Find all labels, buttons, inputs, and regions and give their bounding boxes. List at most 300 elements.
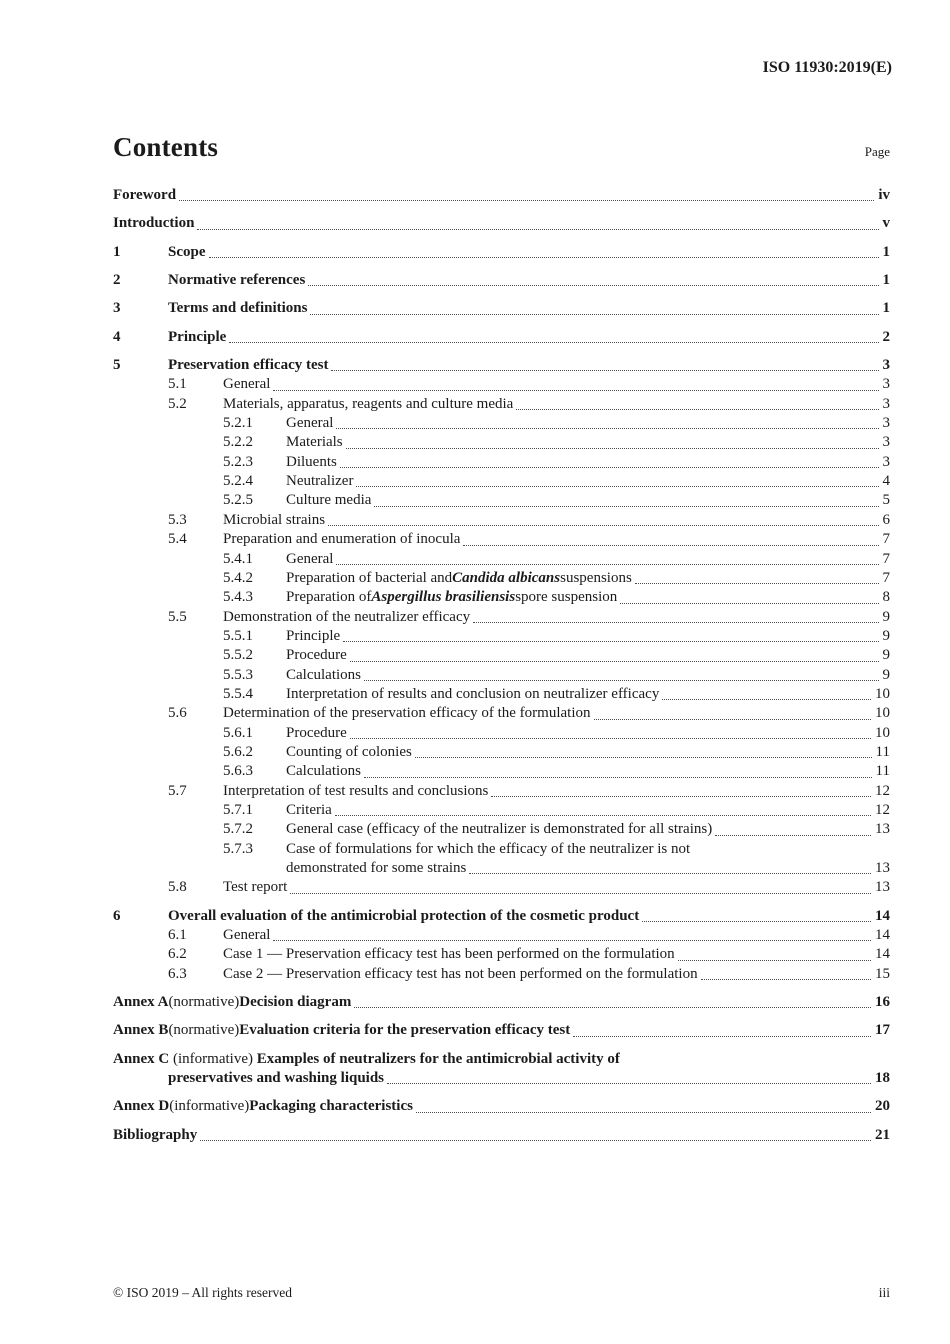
toc-entry-page: 9 [882, 608, 890, 625]
dotted-leader [308, 285, 878, 286]
dotted-leader [463, 545, 878, 546]
toc-entry-text: (informative) [169, 1098, 250, 1115]
toc-entry-page: 14 [875, 946, 890, 963]
toc-entry-text: Principle [286, 627, 341, 644]
toc-entry[interactable] [113, 840, 890, 879]
dotted-leader [331, 370, 878, 371]
toc-entry-line1 [286, 743, 890, 762]
dotted-leader [343, 641, 878, 642]
dotted-leader [642, 921, 871, 922]
dotted-leader [356, 486, 878, 487]
toc-entry-number: 5.7 [168, 782, 187, 799]
toc-entry-page: 10 [875, 685, 890, 702]
toc-entry-text: Procedure [286, 724, 347, 741]
dotted-leader [340, 467, 879, 468]
toc-entry-page: 1 [882, 243, 890, 260]
folio-page-number: iii [878, 1285, 890, 1300]
dotted-leader [328, 525, 878, 526]
contents-title-row [113, 133, 890, 161]
toc-entry-text: Annex B [113, 1022, 169, 1039]
toc-entry-number: 5.1 [168, 376, 187, 393]
toc-entry-line1 [223, 375, 890, 394]
toc-entry-number: 5.8 [168, 879, 187, 896]
toc-entry-body [113, 214, 890, 233]
doc-reference: ISO 11930:2019(E) [762, 59, 892, 76]
toc-entry[interactable] [113, 395, 890, 414]
toc-entry-body [223, 608, 890, 627]
toc-entry-body [286, 588, 890, 607]
toc-entry-number: 6.3 [168, 965, 187, 982]
toc-entry-line1 [223, 704, 890, 723]
toc-entry-line1 [223, 608, 890, 627]
dotted-leader [290, 893, 871, 894]
toc-entry-page: 5 [882, 492, 890, 509]
toc-entry-number: 5.4.3 [223, 589, 253, 606]
toc-entry[interactable] [113, 299, 890, 318]
toc-entry-number: 5.4.1 [223, 550, 253, 567]
toc-entry-text: Preparation and enumeration of inocula [223, 531, 461, 548]
toc-entry-line1 [168, 243, 890, 262]
toc-entry[interactable] [113, 214, 890, 233]
toc-entry[interactable] [113, 569, 890, 588]
toc-entry-body [223, 926, 890, 945]
toc-entry-line1 [286, 491, 890, 510]
toc-entry-text: Calculations [286, 763, 361, 780]
copyright-notice: © ISO 2019 – All rights reserved [113, 1285, 292, 1300]
toc-entry[interactable] [113, 878, 890, 897]
toc-entry-page: 14 [875, 907, 890, 924]
toc-entry-number: 5.5.3 [223, 666, 253, 683]
toc-entry-text: Calculations [286, 666, 361, 683]
toc-entry-text: Foreword [113, 187, 177, 203]
dotted-leader [491, 796, 871, 797]
toc-entry-number: 1 [113, 243, 121, 260]
toc-entry-page: 18 [875, 1070, 890, 1087]
toc-entry-body [223, 530, 890, 549]
toc-entry[interactable] [113, 627, 890, 646]
toc-entry-text: Introduction [113, 215, 195, 232]
dotted-leader [350, 738, 871, 739]
toc-entry-body [168, 907, 890, 926]
dotted-leader [516, 409, 878, 410]
toc-entry[interactable] [113, 375, 890, 394]
toc-entry-number: 5.5.4 [223, 685, 253, 702]
toc-entry-text: Diluents [286, 453, 337, 470]
toc-entry-number: 5.7.3 [223, 840, 253, 857]
toc-entry-page: 10 [875, 705, 890, 722]
toc-entry-text: Demonstration of the neutralizer efficacy [223, 608, 471, 625]
toc-entry-line1 [223, 878, 890, 897]
toc-entry-line1 [286, 840, 890, 859]
toc-entry-line1 [286, 472, 890, 491]
toc-entry-body [223, 511, 890, 530]
toc-entry-page: 1 [882, 300, 890, 317]
toc-entry-page: 3 [882, 395, 890, 412]
toc-entry-number: 5.2.2 [223, 434, 253, 451]
toc-entry[interactable] [113, 271, 890, 290]
toc-entry-line1 [286, 646, 890, 665]
toc-entry-line2 [286, 859, 890, 878]
toc-entry[interactable] [113, 511, 890, 530]
toc-entry-line1 [286, 627, 890, 646]
toc-entry-number: 2 [113, 272, 121, 289]
toc-entry-page: 3 [882, 357, 890, 374]
dotted-leader [701, 979, 871, 980]
dotted-leader [635, 583, 879, 584]
toc-entry-text: General case (efficacy of the neutralizer is demonstrated for all strains) [286, 821, 713, 838]
toc-entry-line1 [223, 530, 890, 549]
toc-entry-page: 14 [875, 927, 890, 944]
toc-entry-body [286, 762, 890, 781]
toc-entry[interactable] [113, 1126, 890, 1145]
toc-entry-page: 7 [882, 569, 890, 586]
toc-entry-text: demonstrated for some strains [286, 860, 467, 876]
dotted-leader [273, 390, 878, 391]
dotted-leader [350, 661, 879, 662]
toc-entry-text: (normative) [168, 1022, 240, 1039]
toc-entry-body [113, 186, 890, 205]
toc-entry-body [286, 743, 890, 762]
toc-entry-body [223, 782, 890, 801]
toc-entry-page: v [882, 215, 890, 232]
toc-entry-line1 [113, 214, 890, 233]
dotted-leader [620, 603, 878, 604]
toc-entry-text: Annex D [113, 1098, 170, 1115]
toc-entry-line1 [223, 965, 890, 984]
toc-entry-text: spore suspension [515, 589, 618, 606]
toc-entry-text: preservatives and washing liquids [168, 1070, 385, 1087]
toc-entry-page: 8 [882, 589, 890, 606]
page-column-label: Page [864, 144, 890, 159]
toc-entry-text: Determination of the preservation efficacy of the formulation [223, 705, 591, 722]
toc-entry[interactable] [113, 186, 890, 205]
dotted-leader [416, 1112, 871, 1113]
toc-entry-body [168, 243, 890, 262]
toc-entry-line1 [113, 186, 890, 205]
toc-entry-text: Procedure [286, 647, 347, 664]
toc-entry-text: Microbial strains [223, 511, 326, 528]
toc-entry-text: Bibliography [113, 1126, 198, 1143]
toc-entry-body [286, 414, 890, 433]
toc-entry-line1 [168, 299, 890, 318]
toc-entry[interactable] [113, 328, 890, 347]
toc-entry-line1 [168, 356, 890, 375]
toc-entry-page: 4 [882, 473, 890, 490]
toc-entry[interactable] [113, 782, 890, 801]
dotted-leader [473, 622, 878, 623]
toc-entry-page: 21 [875, 1126, 890, 1143]
toc-entry-body [113, 1050, 890, 1089]
toc-entry-line1 [168, 271, 890, 290]
toc-entry-body [113, 993, 890, 1012]
toc-entry-body [286, 472, 890, 491]
toc-entry-text: Decision diagram [239, 994, 352, 1011]
dotted-leader [354, 1007, 871, 1008]
toc-entry[interactable] [113, 1050, 890, 1089]
toc-entry-text: General [286, 550, 334, 567]
toc-entry-page: 15 [875, 965, 890, 982]
toc-entry-text: Candida albicans [452, 569, 561, 586]
toc-entry-line1 [286, 685, 890, 704]
toc-entry-line1 [113, 993, 890, 1012]
toc-entry[interactable] [113, 433, 890, 452]
toc-entry-text: Case of formulations for which the efficacy of the neutralizer is not [286, 840, 691, 857]
toc-entry-number: 6.2 [168, 946, 187, 963]
toc-entry-line1 [286, 453, 890, 472]
toc-entry-number: 5.5 [168, 608, 187, 625]
toc-entry-page: 7 [882, 531, 890, 548]
toc-entry-text: Aspergillus brasiliensis [371, 589, 516, 606]
toc-entry-body [168, 356, 890, 375]
table-of-contents [113, 177, 890, 1145]
dotted-leader [715, 835, 871, 836]
toc-entry-text: Counting of colonies [286, 743, 412, 760]
toc-entry-page: 20 [875, 1098, 890, 1115]
toc-entry-line1 [286, 569, 890, 588]
toc-entry-text: Case 1 — Preservation efficacy test has been performed on the formulation [223, 946, 675, 963]
toc-entry-text: Criteria [286, 801, 332, 818]
toc-entry-body [286, 433, 890, 452]
toc-entry[interactable] [113, 491, 890, 510]
toc-entry-body [168, 328, 890, 347]
toc-entry-number: 5.6.3 [223, 763, 253, 780]
toc-entry[interactable] [113, 704, 890, 723]
dotted-leader [200, 1140, 871, 1141]
toc-entry-text: (normative) [168, 994, 240, 1011]
toc-entry-page: 3 [882, 376, 890, 393]
dotted-leader [469, 873, 871, 874]
toc-entry-page: 12 [875, 801, 890, 818]
toc-entry-line1 [223, 782, 890, 801]
toc-entry-body [168, 299, 890, 318]
dotted-leader [364, 680, 879, 681]
toc-entry-body [286, 491, 890, 510]
toc-entry-text: Interpretation of test results and conclusions [223, 782, 489, 799]
toc-entry-body [286, 666, 890, 685]
toc-entry[interactable] [113, 820, 890, 839]
toc-entry-text: Test report [223, 879, 288, 896]
toc-entry-line1 [223, 511, 890, 530]
dotted-leader [662, 699, 871, 700]
toc-entry[interactable] [113, 550, 890, 569]
toc-entry-page: 11 [875, 763, 890, 780]
toc-entry-body [113, 1126, 890, 1145]
toc-entry-number: 5.6 [168, 705, 187, 722]
dotted-leader [335, 815, 871, 816]
dotted-leader [273, 940, 871, 941]
toc-entry[interactable] [113, 530, 890, 549]
toc-entry-line1 [286, 801, 890, 820]
toc-entry-line2 [113, 1069, 890, 1088]
toc-entry[interactable] [113, 646, 890, 665]
toc-entry-line1 [286, 820, 890, 839]
toc-entry-number: 5.3 [168, 511, 187, 528]
toc-entry-body [286, 550, 890, 569]
toc-entry-body [223, 945, 890, 964]
dotted-leader [209, 257, 879, 258]
toc-entry-line1 [223, 945, 890, 964]
toc-entry[interactable] [113, 993, 890, 1012]
toc-entry-page: 3 [882, 415, 890, 432]
toc-entry-line1 [168, 328, 890, 347]
toc-entry-line1 [286, 550, 890, 569]
toc-entry-text: Annex C [113, 1050, 170, 1067]
toc-entry-body [286, 840, 890, 879]
toc-entry-text: Examples of neutralizers for the antimicrobial activity of [256, 1050, 620, 1067]
toc-entry[interactable] [113, 414, 890, 433]
toc-entry-text: Terms and definitions [168, 300, 308, 317]
toc-entry-text: Interpretation of results and conclusion on neutralizer efficacy [286, 685, 660, 702]
toc-entry-body [286, 820, 890, 839]
toc-entry[interactable] [113, 945, 890, 964]
toc-entry-text: General [286, 415, 334, 432]
toc-entry[interactable] [113, 907, 890, 926]
toc-entry[interactable] [113, 1021, 890, 1040]
toc-entry-page: 13 [875, 821, 890, 838]
toc-entry-number: 5.5.2 [223, 647, 253, 664]
toc-entry-body [286, 627, 890, 646]
toc-entry-body [223, 704, 890, 723]
toc-entry-page: 16 [875, 994, 890, 1011]
toc-entry[interactable] [113, 588, 890, 607]
toc-entry-page: 9 [882, 666, 890, 683]
toc-entry-body [286, 646, 890, 665]
toc-entry-line1 [113, 1050, 890, 1069]
dotted-leader [310, 314, 878, 315]
toc-entry[interactable] [113, 1097, 890, 1116]
dotted-leader [346, 448, 879, 449]
toc-entry-page: 6 [882, 511, 890, 528]
toc-entry-number: 5.2.4 [223, 473, 253, 490]
toc-entry-text: Annex A [113, 994, 169, 1011]
toc-entry-page: 13 [875, 860, 890, 876]
toc-entry[interactable] [113, 965, 890, 984]
toc-entry-line1 [286, 588, 890, 607]
toc-entry-line1 [286, 433, 890, 452]
toc-entry-body [223, 965, 890, 984]
toc-entry[interactable] [113, 608, 890, 627]
toc-entry-page: 7 [882, 550, 890, 567]
toc-entry-page: 1 [882, 272, 890, 289]
toc-entry-number: 5.7.2 [223, 821, 253, 838]
toc-entry[interactable] [113, 243, 890, 262]
toc-entry-line1 [113, 1097, 890, 1116]
toc-entry-number: 3 [113, 300, 121, 317]
toc-entry[interactable] [113, 762, 890, 781]
toc-entry-number: 5.4.2 [223, 569, 253, 586]
toc-entry[interactable] [113, 356, 890, 375]
toc-entry-page: 12 [875, 782, 890, 799]
toc-entry-page: iv [878, 187, 890, 203]
dotted-leader [364, 777, 872, 778]
toc-entry-number: 6.1 [168, 927, 187, 944]
toc-entry-number: 5.4 [168, 531, 187, 548]
toc-entry-page: 17 [875, 1022, 890, 1039]
toc-entry-page: 3 [882, 434, 890, 451]
toc-entry-line1 [286, 666, 890, 685]
toc-entry-page: 2 [882, 328, 890, 345]
toc-entry[interactable] [113, 453, 890, 472]
toc-entry-body [286, 569, 890, 588]
dotted-leader [336, 564, 878, 565]
dotted-leader [387, 1083, 871, 1084]
dotted-leader [594, 719, 872, 720]
toc-entry[interactable] [113, 472, 890, 491]
toc-entry-text: General [223, 376, 271, 393]
dotted-leader [573, 1036, 871, 1037]
toc-entry-number: 4 [113, 328, 121, 345]
dotted-leader [678, 960, 871, 961]
toc-entry[interactable] [113, 666, 890, 685]
toc-entry-text: Materials [286, 434, 343, 451]
toc-entry-body [223, 375, 890, 394]
toc-entry-body [168, 271, 890, 290]
toc-entry-line1 [223, 926, 890, 945]
toc-entry-body [286, 453, 890, 472]
toc-entry-text: Preservation efficacy test [168, 357, 329, 374]
toc-entry-text: Case 2 — Preservation efficacy test has not been performed on the formulation [223, 965, 698, 982]
toc-entry-number: 5.2.1 [223, 415, 253, 432]
toc-entry-text: (informative) [169, 1050, 257, 1067]
toc-entry-line1 [286, 762, 890, 781]
toc-entry-text: Principle [168, 328, 227, 345]
toc-entry[interactable] [113, 685, 890, 704]
toc-entry-page: 3 [882, 453, 890, 470]
toc-entry-number: 6 [113, 907, 121, 924]
toc-entry-page: 10 [875, 724, 890, 741]
toc-entry-line1 [223, 395, 890, 414]
toc-entry-body [286, 801, 890, 820]
toc-entry-text: Evaluation criteria for the preservation efficacy test [239, 1022, 571, 1039]
dotted-leader [197, 229, 878, 230]
toc-entry-number: 5.2.5 [223, 492, 253, 509]
toc-entry-body [286, 685, 890, 704]
toc-entry-number: 5.2 [168, 395, 187, 412]
toc-entry-body [113, 1021, 890, 1040]
toc-entry-page: 9 [882, 647, 890, 664]
page-footer [113, 1284, 890, 1301]
toc-entry[interactable] [113, 724, 890, 743]
toc-entry-text: Normative references [168, 272, 306, 289]
dotted-leader [179, 200, 874, 201]
toc-entry-page: 9 [882, 627, 890, 644]
toc-entry[interactable] [113, 801, 890, 820]
toc-entry[interactable] [113, 926, 890, 945]
toc-entry-line1 [286, 414, 890, 433]
toc-entry-text: Packaging characteristics [249, 1098, 413, 1115]
toc-entry-text: Scope [168, 243, 206, 260]
toc-entry-text: Overall evaluation of the antimicrobial protection of the cosmetic product [168, 907, 640, 924]
toc-entry-line1 [168, 907, 890, 926]
toc-entry-body [113, 1097, 890, 1116]
toc-entry-number: 5 [113, 357, 121, 374]
toc-entry-number: 5.6.1 [223, 724, 253, 741]
dotted-leader [374, 506, 878, 507]
toc-entry-text: Culture media [286, 492, 372, 509]
toc-entry-line1 [113, 1126, 890, 1145]
toc-entry-text: General [223, 927, 271, 944]
toc-entry-body [223, 878, 890, 897]
toc-entry-page: 13 [875, 879, 890, 896]
toc-entry-text: Preparation of bacterial and [286, 569, 453, 586]
dotted-leader [229, 342, 878, 343]
toc-entry-text: Preparation of [286, 589, 372, 606]
toc-entry-text: Neutralizer [286, 473, 354, 490]
page-title: Contents [113, 132, 219, 162]
dotted-leader [336, 428, 878, 429]
toc-entry[interactable] [113, 743, 890, 762]
dotted-leader [415, 757, 872, 758]
